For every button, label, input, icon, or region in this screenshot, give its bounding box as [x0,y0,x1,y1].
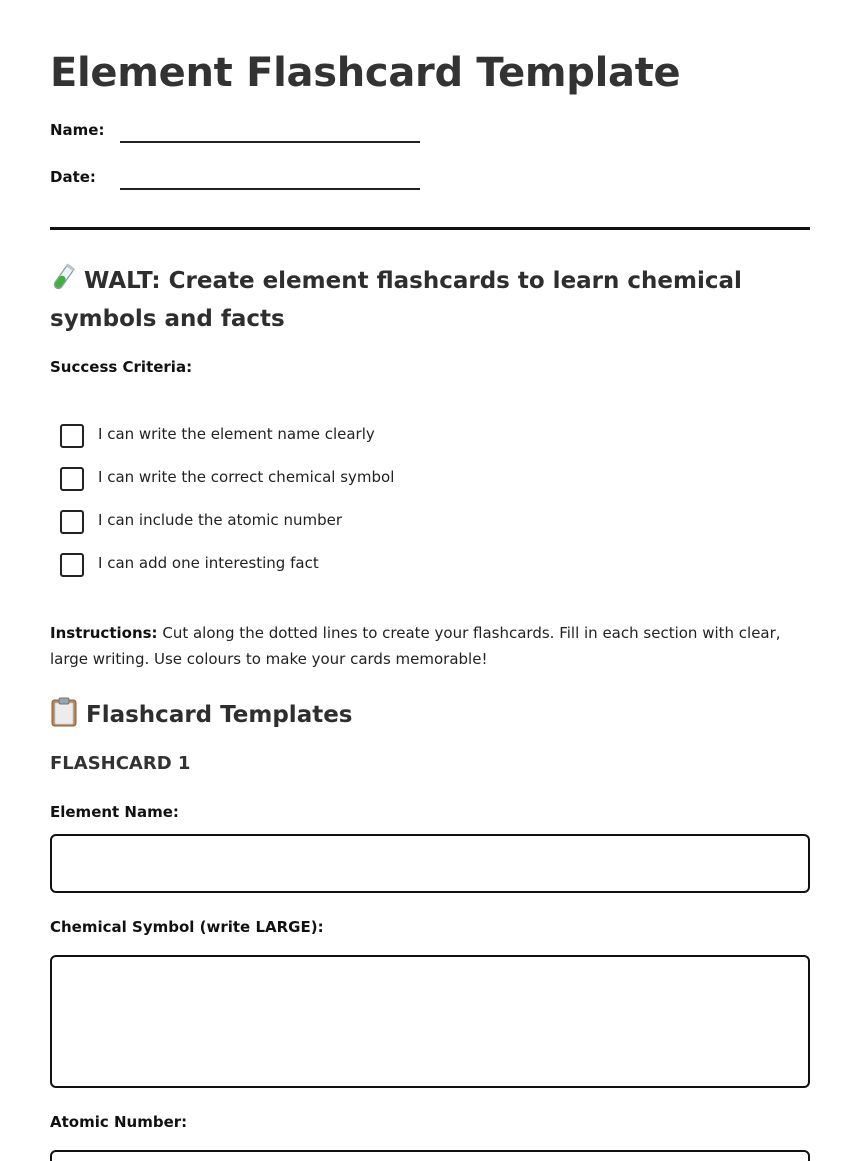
date-label: Date: [50,168,96,186]
walt-heading [50,262,810,338]
name-write-line[interactable] [120,141,420,143]
instructions-paragraph [50,620,810,672]
criteria-text: I can write the element name clearly [98,425,375,443]
criteria-item [60,506,760,549]
criteria-checkbox[interactable] [60,553,84,577]
instructions-label: Instructions: [50,624,158,642]
header-divider [50,227,810,230]
test-tube-icon [50,263,76,293]
chemical-symbol-box[interactable] [50,955,810,1088]
atomic-number-box[interactable] [50,1150,810,1161]
instructions-text: Cut along the dotted lines to create your flashcards. Fill in each section with clear, large writing. Use colours to make your cards memorable! [50,624,781,668]
criteria-text: I can include the atomic number [98,511,342,529]
criteria-checkbox[interactable] [60,510,84,534]
clipboard-icon [50,697,78,727]
criteria-checkbox[interactable] [60,424,84,448]
atomic-number-label: Atomic Number: [50,1113,188,1131]
name-field-row [50,121,450,147]
date-field-row [50,168,450,194]
flashcard-heading: FLASHCARD 1 [50,753,191,774]
date-write-line[interactable] [120,188,420,190]
criteria-item [60,549,760,592]
flashcard-templates-text: Flashcard Templates [86,702,353,728]
criteria-item [60,463,760,506]
success-criteria-list [60,420,760,592]
element-name-label: Element Name: [50,803,179,821]
page-title: Element Flashcard Template [50,50,681,96]
criteria-text: I can write the correct chemical symbol [98,468,395,486]
name-label: Name: [50,121,105,139]
chemical-symbol-label: Chemical Symbol (write LARGE): [50,918,324,936]
element-name-box[interactable] [50,834,810,893]
criteria-item [60,420,760,463]
criteria-checkbox[interactable] [60,467,84,491]
flashcard-templates-heading [50,697,353,728]
criteria-text: I can add one interesting fact [98,554,319,572]
walt-text: WALT: Create element flashcards to learn chemical symbols and facts [50,268,742,332]
success-criteria-label: Success Criteria: [50,358,193,376]
